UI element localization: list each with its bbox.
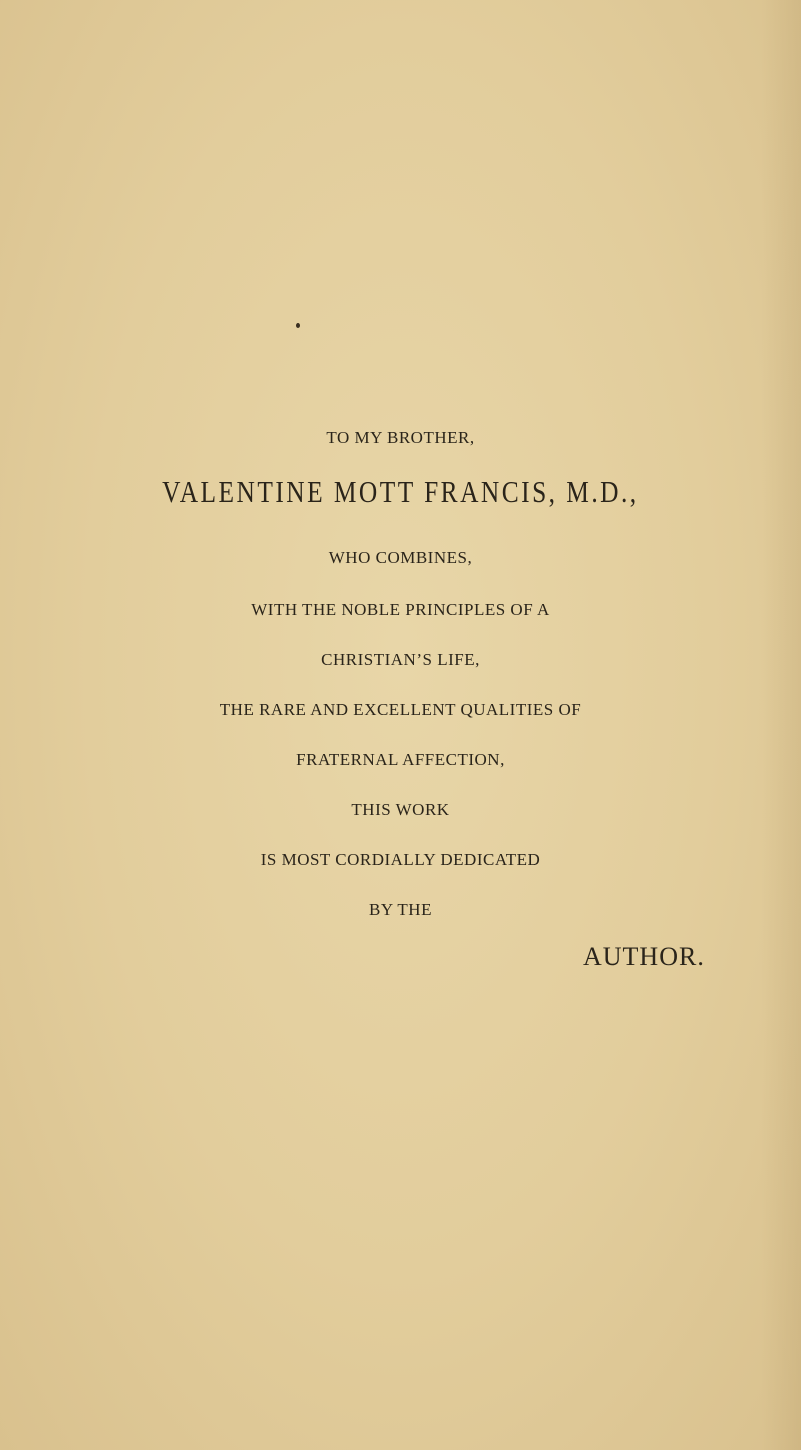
dedication-author: AUTHOR.: [583, 942, 705, 971]
dedication-line-1: WHO COMBINES,: [328, 548, 473, 567]
dedication-line-3: CHRISTIAN’S LIFE,: [321, 650, 480, 669]
dedication-line-8: BY THE: [369, 900, 432, 919]
dedication-line-2: WITH THE NOBLE PRINCIPLES OF A: [251, 600, 550, 619]
dedication-line-4: THE RARE AND EXCELLENT QUALITIES OF: [219, 700, 582, 719]
page-edge-shade: [761, 0, 801, 1450]
ink-speck: [296, 323, 300, 328]
dedication-line-7: IS MOST CORDIALLY DEDICATED: [260, 850, 541, 869]
dedication-line-6: THIS WORK: [351, 800, 450, 819]
dedicatee-name: VALENTINE MOTT FRANCIS, M.D.,: [162, 474, 639, 509]
dedication-to: TO MY BROTHER,: [326, 428, 475, 447]
dedication-line-5: FRATERNAL AFFECTION,: [296, 750, 505, 769]
